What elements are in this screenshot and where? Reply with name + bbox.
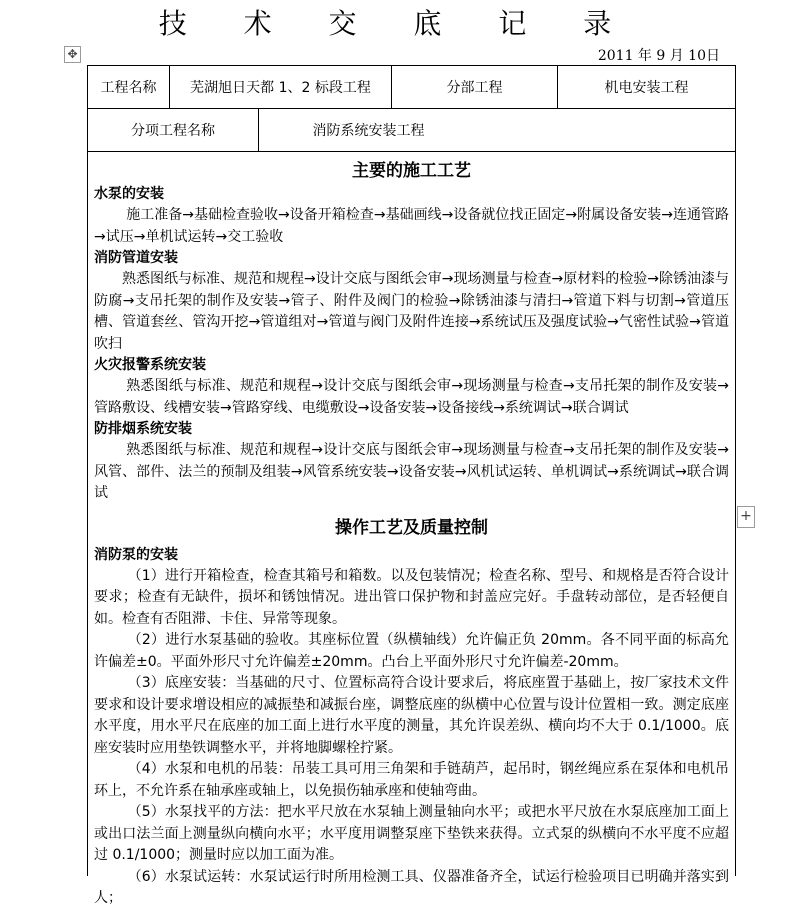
table-row-project [88,66,735,109]
move-cross-icon[interactable]: ✥ [64,46,81,63]
paragraph-pipe-install: 熟悉图纸与标准、规范和规程→设计交底与图纸会审→现场测量与检查→原材料的检验→除锈油漆与防腐→支吊托架的制作及安装→管子、附件及阀门的检验→除锈油漆与清扫→管道下料与切割→管道压槽、管道套丝、管沟开挖→管道组对→管道与阀门及附件连接→系统试压及强度试验→气密性试验→管道吹扫 [94,271,729,352]
subitem-value[interactable]: 消防系统安装工程 [258,109,478,151]
division-label: 分部工程 [391,66,557,108]
record-table [87,65,736,906]
paragraph-item-5: （5）水泵找平的方法：把水平尺放在水泵轴上测量轴向水平；或把水平尺放在水泵底座加工面上或出口法兰面上测量纵向横向水平；水平度用调整泵座下垫铁来获得。立式泵的纵横向不水平度不应超过 0.1/1000；测量时应以加工面为准。 [94,804,729,863]
subhead-smoke-exhaust: 防排烟系统安装 [94,421,192,437]
division-value[interactable]: 机电安装工程 [557,66,735,108]
project-name-value[interactable]: 芜湖旭日天都 1、2 标段工程 [169,66,391,108]
paragraph-item-4: （4）水泵和电机的吊装：吊装工具可用三角架和手链葫芦，起吊时，钢丝绳应系在泵体和电机吊环上，不允许系在轴承座或轴上，以免损伤轴承座和使轴弯曲。 [94,761,729,799]
paragraph-item-3: （3）底座安装：当基础的尺寸、位置标高符合设计要求后，将底座置于基础上，按厂家技术文件要求和设计要求增设相应的减振垫和减振台座，调整底座的纵横中心位置与设计位置相一致。测定底座水平度，用水平尺在底座的加工面上进行水平度的测量，其允许误差纵、横向均不大于 0.1/1000。底座安装时应用垫铁调整水平，并将地脚螺栓拧紧。 [94,675,729,756]
project-name-label: 工程名称 [100,80,157,96]
paragraph-smoke-exhaust: 熟悉图纸与标准、规范和规程→设计交底与图纸会审→现场测量与检查→支吊托架的制作及安装→风管、部件、法兰的预制及组装→风管系统安装→设备安装→风机试运转、单机调试→系统调试→联合调试 [94,442,729,501]
subhead-fire-pump: 消防泵的安装 [94,546,178,563]
section-title-main-process: 主要的施工工艺 [352,161,471,181]
paragraph-item-1: （1）进行开箱检查，检查其箱号和箱数。以及包装情况；检查名称、型号、和规格是否符合设计要求；检查有无缺件，损坏和锈蚀情况。进出管口保护物和封盖应完好。手盘转动部位，是否轻便自如。检查有否阻滞、卡住、异常等现象。 [94,567,729,627]
paragraph-pump-install: 施工准备→基础检查验收→设备开箱检查→基础画线→设备就位找正固定→附属设备安装→连通管路→试压→单机试运转→交工验收 [94,207,729,245]
plus-icon[interactable]: + [737,506,755,528]
subhead-fire-alarm: 火灾报警系统安装 [94,357,206,373]
table-row-subitem [88,109,735,152]
document-date: 2011 年 9 月 10日 [597,48,720,64]
document-title: 技 术 交 底 记 录 [158,7,636,40]
paragraph-item-2: （2）进行水泵基础的验收。其座标位置（纵横轴线）允许偏正负 20mm。各不同平面的标高允许偏差±0。平面外形尺寸允许偏差±20mm。凸台上平面外形尺寸允许偏差-20mm。 [94,632,729,670]
subitem-label: 分项工程名称 [131,123,215,139]
content-cell[interactable] [88,152,735,910]
subhead-pump-install: 水泵的安装 [94,186,164,202]
paragraph-fire-alarm: 熟悉图纸与标准、规范和规程→设计交底与图纸会审→现场测量与检查→支吊托架的制作及安装→管路敷设、线槽安装→管路穿线、电缆敷设→设备安装→设备接线→系统调试→联合调试 [94,378,729,416]
section-title-quality-control: 操作工艺及质量控制 [335,517,488,538]
subhead-pipe-install: 消防管道安装 [94,250,178,266]
paragraph-item-6: （6）水泵试运转：水泵试运行时所用检测工具、仪器准备齐全，试运行检验项目已明确并落实到人； [94,868,729,906]
